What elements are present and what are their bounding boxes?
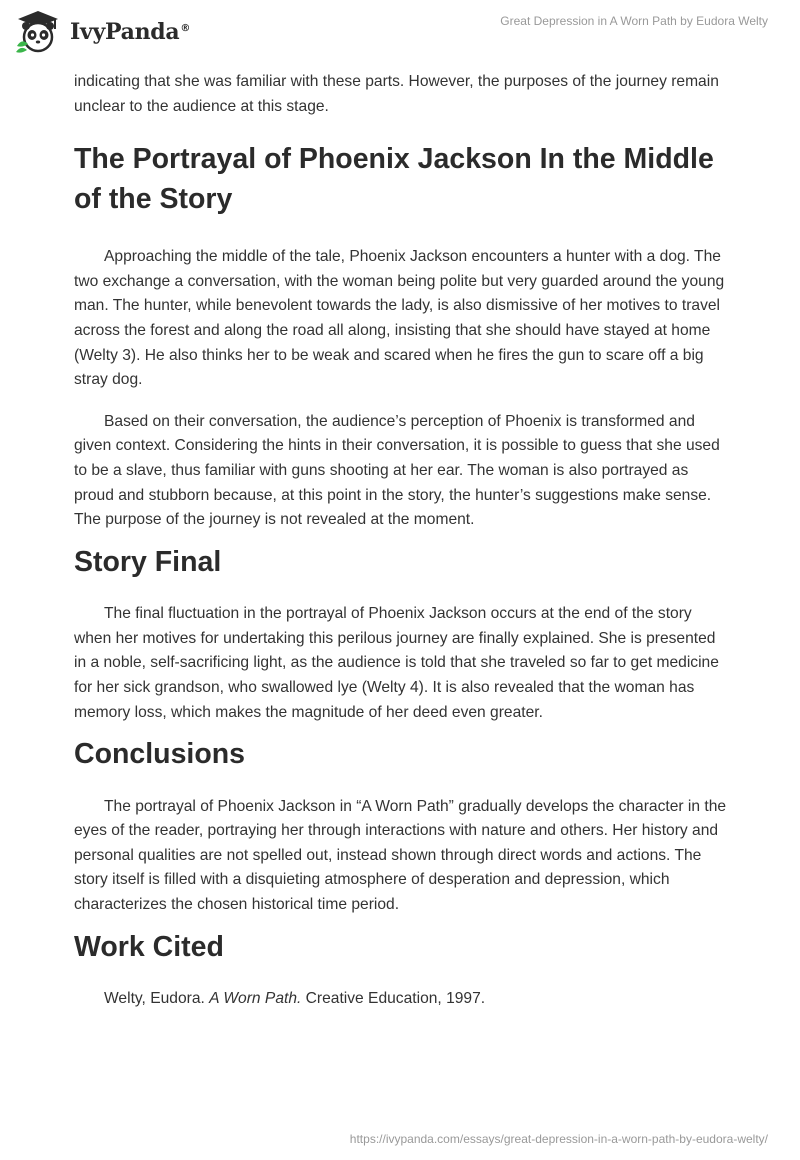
- section-heading-story-final: Story Final: [74, 545, 222, 578]
- section-heading-conclusions: Conclusions: [74, 738, 246, 771]
- source-url[interactable]: https://ivypanda.com/essays/great-depression-in-a-worn-path-by-eudora-welty/: [349, 1132, 768, 1146]
- page-header: [0, 0, 800, 66]
- section-heading-middle-of-story: The Portrayal of Phoenix Jackson In the Middle of the Story: [74, 143, 714, 215]
- essay-content: [74, 70, 728, 1012]
- paragraph: The final fluctuation in the portrayal of Phoenix Jackson occurs at the end of the story when her motives for undertaking this perilous journey are finally explained. She is presented in a noble, self-sacrificing light, as the audience is told that she traveled so far to get medicine for her sick grandson, who swallowed lye (Welty 4). It is also revealed that the woman has memory loss, which makes the magnitude of her deed even greater.: [74, 605, 719, 721]
- paragraph: Based on their conversation, the audience’s perception of Phoenix is transformed and given context. Considering the hints in their conversation, it is possible to guess that she used to be a slave, thus familiar with guns shooting at her ear. The woman is also portrayed as proud and stubborn because, at this point in the story, the hunter’s suggestions make sense. The purpose of the journey is not revealed at the moment.: [74, 412, 720, 529]
- citation-entry: [74, 987, 728, 1012]
- ivypanda-logo[interactable]: [14, 8, 190, 56]
- document-title: Great Depression in A Worn Path by Eudora Welty: [500, 14, 768, 28]
- citation-title: A Worn Path.: [209, 990, 302, 1008]
- panda-logo-icon: [14, 8, 62, 56]
- logo-text: IvyPanda®: [70, 19, 191, 45]
- section-heading-work-cited: Work Cited: [74, 930, 224, 963]
- citation-author: Welty, Eudora.: [104, 990, 210, 1008]
- intro-paragraph: indicating that she was familiar with these parts. However, the purposes of the journey remain unclear to the audience at this stage.: [74, 73, 719, 115]
- paragraph: The portrayal of Phoenix Jackson in “A Worn Path” gradually develops the character in the eyes of the reader, portraying her through interactions with nature and others. Her history and personal qualities are not spelled out, instead shown through direct words and actions. The story itself is filled with a disquieting atmosphere of desperation and depression, which characterizes the chosen historical time period.: [74, 797, 727, 914]
- paragraph: Approaching the middle of the tale, Phoenix Jackson encounters a hunter with a dog. The two exchange a conversation, with the woman being polite but very guarded around the young man. The hunter, while benevolent towards the lady, is also dismissive of her motives to travel across the forest and along the road all along, insisting that she should have stayed at home (Welty 3). He also thinks her to be weak and scared when he fires the gun to scare off a big stray dog.: [74, 248, 725, 389]
- citation-publisher: Creative Education, 1997.: [301, 990, 486, 1008]
